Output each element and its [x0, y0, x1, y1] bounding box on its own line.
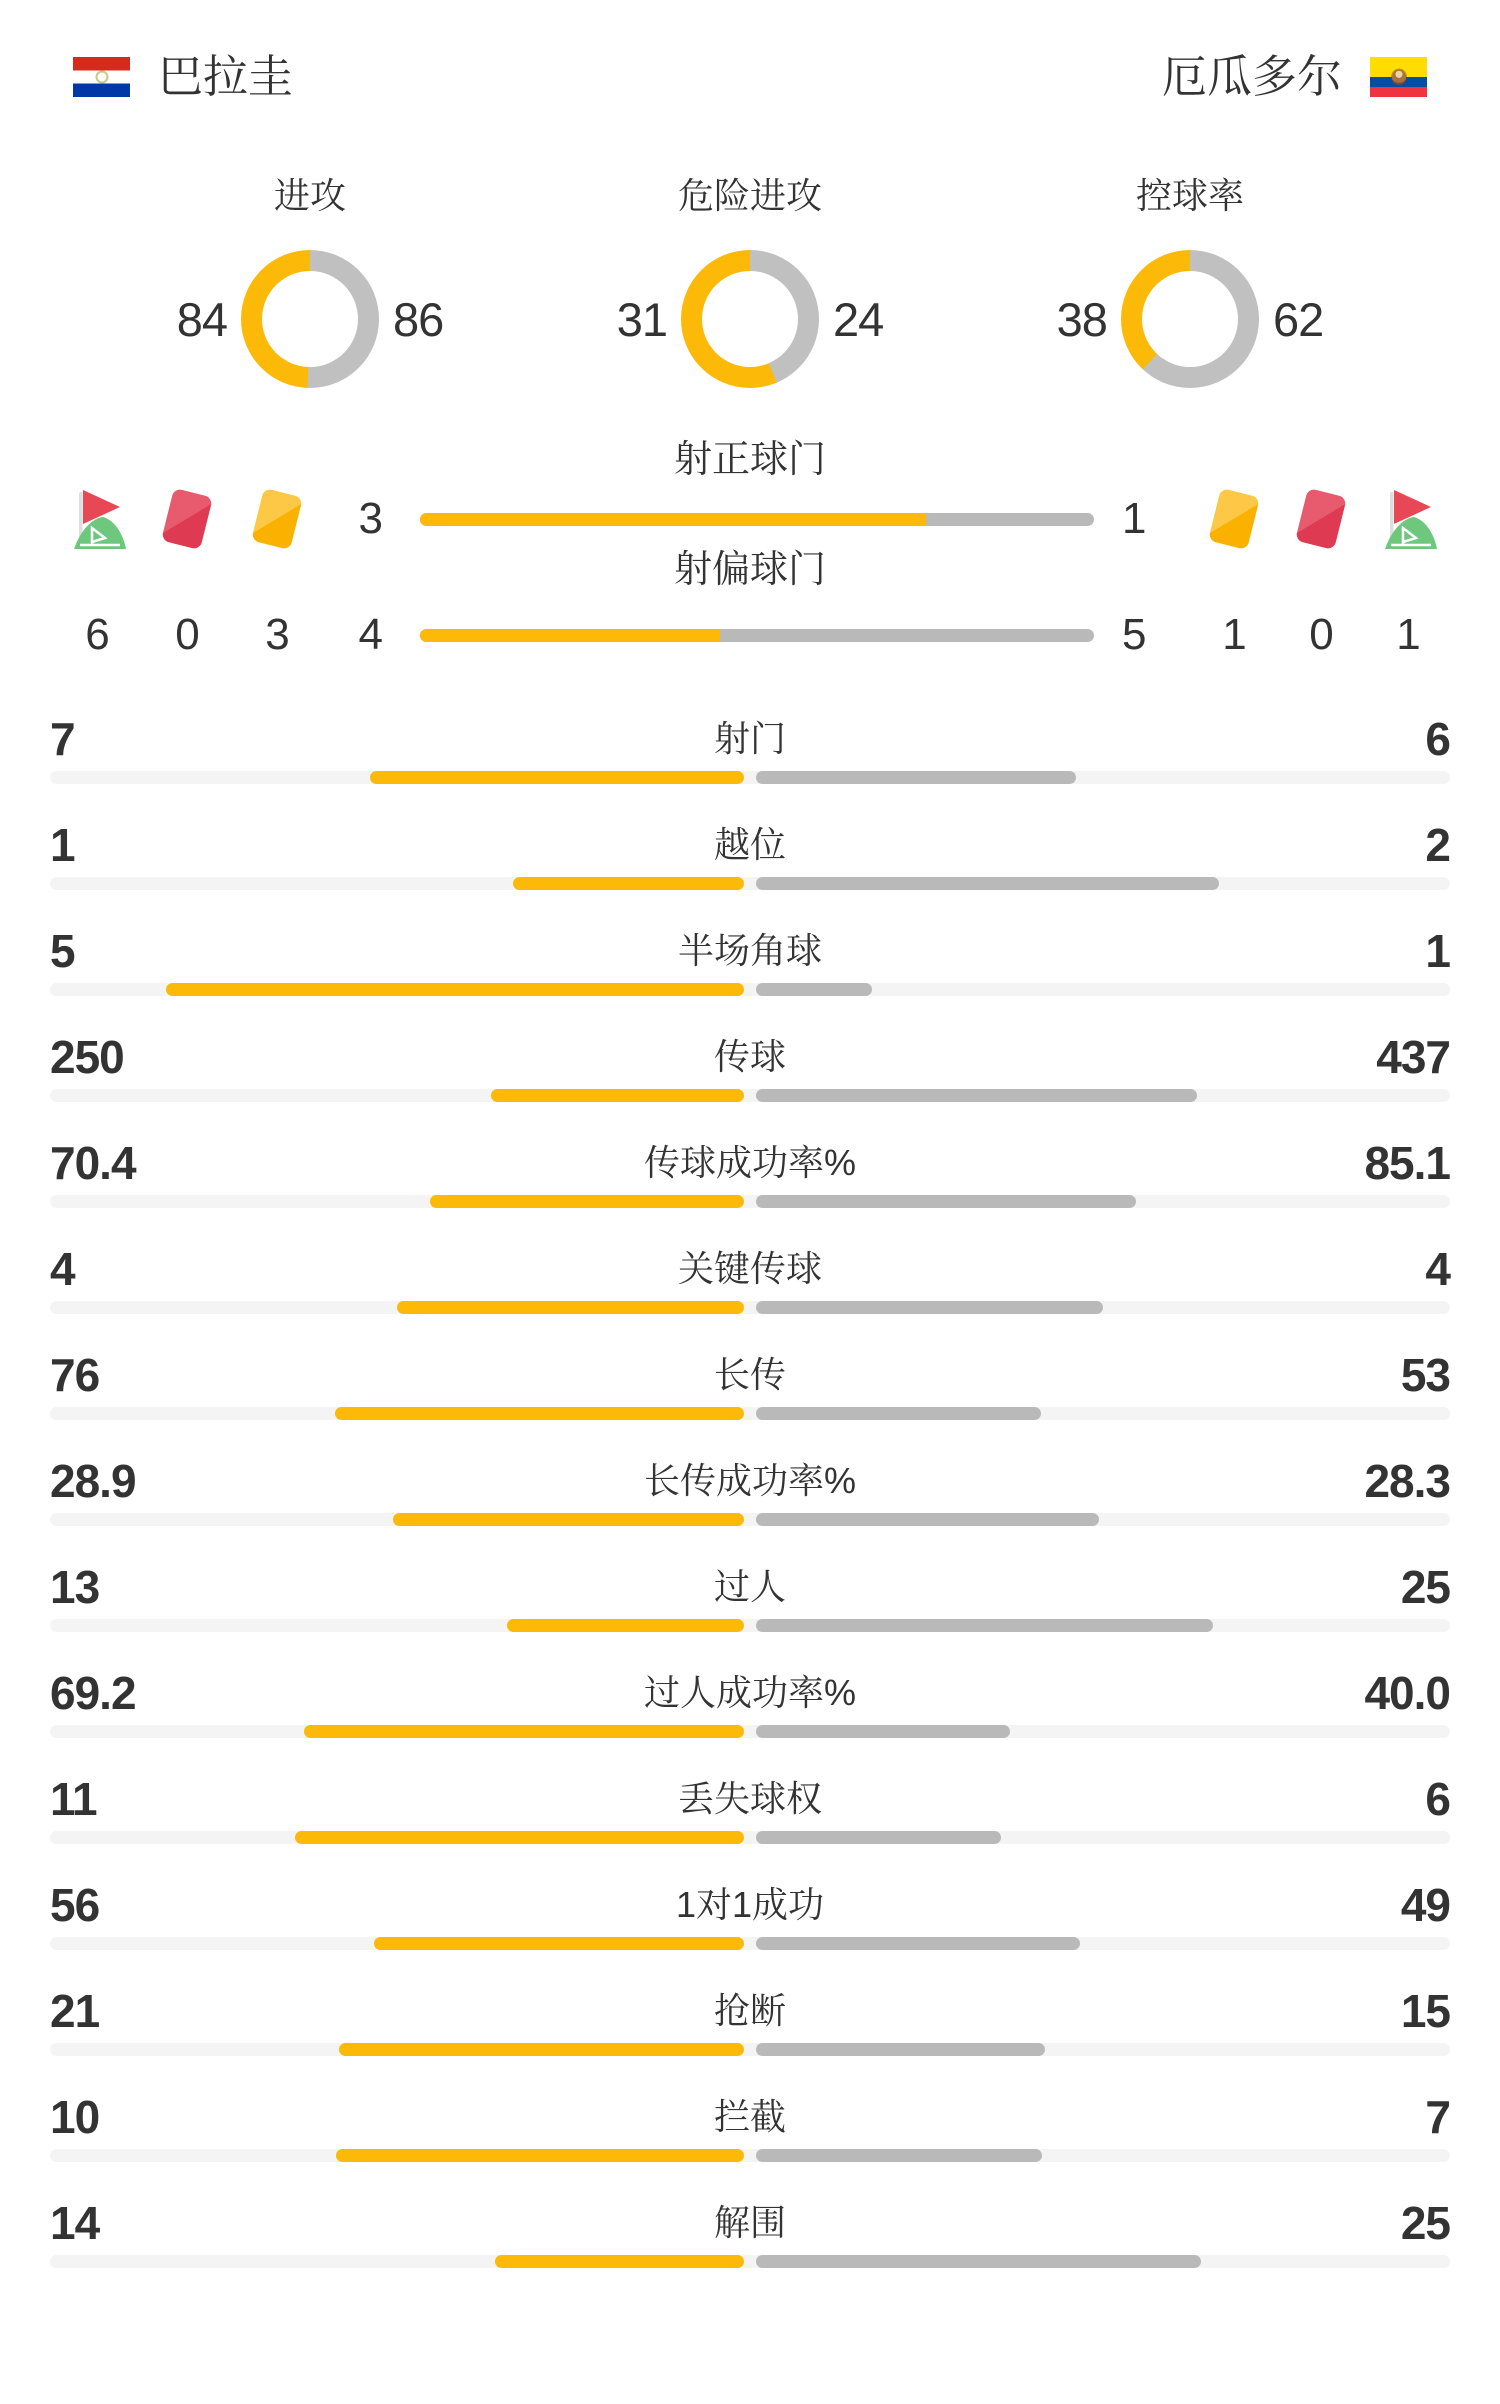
stat-row — [50, 1351, 1450, 1420]
home-value: 250 — [50, 1031, 124, 1083]
stat-row — [50, 1139, 1450, 1208]
away-bar — [756, 1725, 1010, 1738]
stat-row — [50, 1457, 1450, 1526]
home-bar — [304, 1725, 744, 1738]
dangerous-attacks-away-value: 24 — [832, 292, 884, 346]
attacks-away-value: 86 — [392, 292, 444, 346]
stat-label: 长传成功率% — [643, 1460, 857, 1501]
stat-bar-track — [50, 1407, 1450, 1420]
attacks-donut-chart — [241, 250, 379, 388]
stat-row — [50, 927, 1450, 996]
stat-row — [50, 1563, 1450, 1632]
away-value: 49 — [1400, 1879, 1450, 1931]
stat-row — [50, 1775, 1450, 1844]
stat-label: 过人成功率% — [643, 1672, 857, 1713]
away-value: 25 — [1400, 2197, 1450, 2249]
stat-label: 半场角球 — [677, 930, 823, 971]
team-header — [0, 51, 1500, 102]
shots-off-target-away-value: 5 — [1122, 610, 1146, 659]
away-value: 4 — [1425, 1243, 1450, 1295]
home-value: 21 — [50, 1985, 100, 2037]
donut-title-attacks: 进攻 — [273, 175, 346, 216]
home-bar — [166, 983, 744, 996]
donut-attacks — [90, 175, 530, 388]
shots-off-target-home-value: 4 — [358, 610, 382, 659]
home-team-name: 巴拉圭 — [158, 51, 294, 102]
stat-bar-track — [50, 1195, 1450, 1208]
stat-row — [50, 2093, 1450, 2162]
ecuador-emblem — [1392, 70, 1406, 85]
possession-donut-chart — [1121, 250, 1259, 388]
home-bar — [374, 1937, 744, 1950]
stat-row — [50, 1669, 1450, 1738]
stat-bar-track — [50, 1937, 1450, 1950]
away-value: 15 — [1400, 1985, 1450, 2037]
donut-title-possession: 控球率 — [1135, 175, 1244, 216]
away-bar — [756, 2149, 1042, 2162]
away-yellow-cards-count: 1 — [1222, 610, 1246, 659]
shots-section — [0, 441, 1500, 659]
donut-hole — [702, 271, 798, 367]
stat-bar-track — [50, 2255, 1450, 2268]
away-team-name: 厄瓜多尔 — [1161, 51, 1342, 102]
away-value: 6 — [1425, 713, 1450, 765]
home-value: 7 — [50, 713, 75, 765]
stat-bar-track — [50, 877, 1450, 890]
home-bar — [336, 2149, 744, 2162]
away-value: 85.1 — [1364, 1137, 1450, 1189]
home-corner-flag-icon — [52, 487, 142, 551]
stat-label: 丢失球权 — [677, 1778, 823, 1819]
stat-bar-track — [50, 771, 1450, 784]
away-bar — [756, 877, 1219, 890]
away-corner-flag-icon — [1363, 487, 1453, 551]
shots-on-target-bar — [420, 513, 1094, 526]
donut-hole — [1142, 271, 1238, 367]
home-value: 56 — [50, 1879, 100, 1931]
home-bar — [370, 771, 744, 784]
stat-label: 长传 — [713, 1354, 787, 1395]
donut-dangerous-attacks — [530, 175, 970, 388]
away-value: 28.3 — [1364, 1455, 1450, 1507]
home-bar — [393, 1513, 744, 1526]
away-yellow-card-icon — [1189, 487, 1279, 551]
corner-flag-icon — [67, 487, 127, 551]
stat-label: 传球 — [713, 1036, 787, 1077]
stat-label: 越位 — [713, 824, 787, 865]
possession-home-value: 38 — [1056, 292, 1107, 346]
away-bar — [756, 1407, 1041, 1420]
away-bar — [756, 1937, 1080, 1950]
home-yellow-cards-count: 3 — [265, 610, 289, 659]
away-bar — [756, 983, 872, 996]
stat-bar-track — [50, 1513, 1450, 1526]
stat-row — [50, 1033, 1450, 1102]
away-bar — [756, 2255, 1201, 2268]
possession-away-value: 62 — [1272, 292, 1324, 346]
shots-on-target-home-value: 3 — [358, 494, 382, 543]
stat-bar-track — [50, 1089, 1450, 1102]
stat-bar-track — [50, 2043, 1450, 2056]
home-red-card-icon — [142, 487, 232, 551]
home-bar — [335, 1407, 744, 1420]
home-bar-fill — [420, 629, 720, 642]
stat-bar-track — [50, 983, 1450, 996]
stat-label: 传球成功率% — [643, 1142, 857, 1183]
stat-bar-track — [50, 1301, 1450, 1314]
ecuador-flag-icon — [1370, 57, 1427, 97]
home-bar — [430, 1195, 744, 1208]
shots-on-target-title: 射正球门 — [673, 439, 826, 481]
stat-bar-track — [50, 1831, 1450, 1844]
away-bar — [756, 1089, 1197, 1102]
shots-off-target-row — [0, 611, 1500, 659]
home-value: 28.9 — [50, 1455, 136, 1507]
away-bar — [756, 1195, 1136, 1208]
away-bar — [756, 1619, 1213, 1632]
stat-label: 抢断 — [713, 1990, 787, 2031]
away-value: 6 — [1425, 1773, 1450, 1825]
home-value: 69.2 — [50, 1667, 136, 1719]
away-value: 53 — [1400, 1349, 1450, 1401]
stat-label: 1对1成功 — [675, 1884, 825, 1925]
shots-on-target-row — [0, 487, 1500, 551]
shots-off-target-bar — [420, 629, 1094, 642]
home-bar — [339, 2043, 744, 2056]
attacks-home-value: 84 — [176, 292, 227, 346]
paraguay-flag-icon — [73, 57, 130, 97]
paraguay-emblem — [95, 71, 108, 84]
away-bar — [756, 771, 1076, 784]
stat-row — [50, 715, 1450, 784]
stat-bar-track — [50, 1619, 1450, 1632]
away-red-cards-count: 0 — [1309, 610, 1333, 659]
away-red-card-icon — [1276, 487, 1366, 551]
stat-row — [50, 1881, 1450, 1950]
away-team — [1161, 51, 1427, 102]
home-value: 76 — [50, 1349, 100, 1401]
away-value: 7 — [1425, 2091, 1450, 2143]
donut-hole — [262, 271, 358, 367]
stats-list — [0, 715, 1500, 2268]
home-red-cards-count: 0 — [175, 610, 199, 659]
away-value: 25 — [1400, 1561, 1450, 1613]
away-bar — [756, 1831, 1001, 1844]
home-value: 5 — [50, 925, 75, 977]
away-value: 1 — [1425, 925, 1450, 977]
home-bar — [295, 1831, 744, 1844]
home-value: 11 — [50, 1773, 97, 1825]
away-value: 437 — [1376, 1031, 1450, 1083]
stat-row — [50, 1245, 1450, 1314]
stat-label: 解围 — [713, 2202, 787, 2243]
stat-bar-track — [50, 1725, 1450, 1738]
stat-label: 拦截 — [713, 2096, 787, 2137]
stat-row — [50, 821, 1450, 890]
shots-off-target-title: 射偏球门 — [673, 549, 826, 591]
home-bar — [495, 2255, 744, 2268]
stat-label: 过人 — [713, 1566, 787, 1607]
shots-on-target-away-value: 1 — [1122, 494, 1146, 543]
donut-charts — [90, 175, 1410, 388]
away-bar — [756, 1513, 1099, 1526]
stat-bar-track — [50, 2149, 1450, 2162]
home-value: 14 — [50, 2197, 100, 2249]
dangerous-attacks-home-value: 31 — [616, 292, 667, 346]
stat-row — [50, 2199, 1450, 2268]
match-stats-page — [0, 51, 1500, 2268]
donut-possession — [970, 175, 1410, 388]
away-bar — [756, 2043, 1045, 2056]
stat-label: 关键传球 — [677, 1248, 823, 1289]
dangerous-attacks-donut-chart — [681, 250, 819, 388]
away-corners-count: 1 — [1396, 610, 1420, 659]
home-value: 10 — [50, 2091, 100, 2143]
home-bar — [507, 1619, 744, 1632]
home-value: 70.4 — [50, 1137, 136, 1189]
home-bar — [513, 877, 744, 890]
home-value: 4 — [50, 1243, 75, 1295]
home-corners-count: 6 — [85, 610, 109, 659]
away-bar — [756, 1301, 1103, 1314]
donut-title-dangerous-attacks: 危险进攻 — [677, 175, 822, 216]
away-value: 40.0 — [1364, 1667, 1450, 1719]
home-value: 13 — [50, 1561, 100, 1613]
home-team — [73, 51, 294, 102]
home-bar — [491, 1089, 744, 1102]
home-bar-fill — [420, 513, 926, 526]
stat-label: 射门 — [713, 718, 787, 759]
home-bar — [397, 1301, 744, 1314]
away-value: 2 — [1425, 819, 1450, 871]
stat-row — [50, 1987, 1450, 2056]
corner-flag-icon — [1378, 487, 1438, 551]
home-value: 1 — [50, 819, 75, 871]
